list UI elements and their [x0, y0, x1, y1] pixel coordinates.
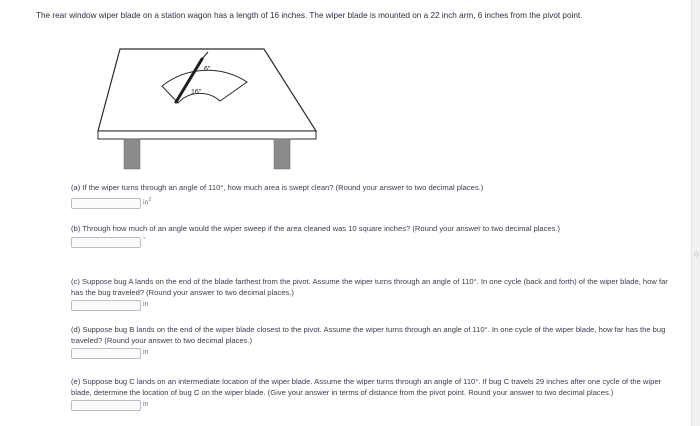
window-sill: [98, 131, 316, 139]
left-support: [124, 139, 140, 169]
answer-a-input[interactable]: [71, 198, 141, 209]
label-16-inch: 16": [191, 89, 202, 96]
answer-d-input[interactable]: [71, 348, 141, 359]
answer-a-unit: $in^2$: [143, 196, 152, 206]
question-e-text: (e) Suppose bug C lands on an intermediate location of the wiper blade. Assume the wiper turns through an angle of 110°. If bug C travels 29 inches after one cycle of the wiper blade, determine the location of bug C on the wiper blade. (Give your answer in terms of distance from the pivot point. Round your answer to two decimal places.): [71, 377, 662, 397]
question-a-text: (a) If the wiper turns through an angle of 110°, how much area is swept clean? (Round your answer to two decimal places.): [71, 183, 484, 192]
question-e: [71, 377, 671, 411]
answer-c-input[interactable]: [71, 300, 141, 311]
answer-b-input[interactable]: [71, 237, 141, 248]
question-c: [71, 277, 671, 311]
label-6-inch: 6": [204, 66, 211, 73]
problem-statement: The rear window wiper blade on a station wagon has a length of 16 inches. The wiper blade is mounted on a 22 inch arm, 6 inches from the pivot point.: [36, 11, 583, 20]
answer-c-unit: in: [143, 300, 149, 308]
question-a: [71, 183, 671, 209]
scroll-position-icon: ◇: [693, 251, 699, 258]
question-b-text: (b) Through how much of an angle would the wiper sweep if the area cleaned was 10 square inches? (Round your answer to two decimal places.): [71, 224, 561, 233]
question-d-text: (d) Suppose bug B lands on the end of the wiper blade closest to the pivot. Assume the wiper turns through an angle of 110°. In one cycle of the wiper blade, how far has the bug traveled? (Round your answer to two decimal places.): [71, 325, 666, 345]
right-support: [274, 139, 290, 169]
question-b: [71, 224, 671, 248]
page-scrollbar[interactable]: [691, 0, 700, 426]
answer-e-unit: in: [143, 400, 149, 408]
answer-e-input[interactable]: [71, 400, 141, 411]
answer-b-unit: °: [143, 237, 146, 244]
answer-d-unit: in: [143, 348, 149, 356]
wiper-figure: [96, 44, 336, 174]
question-c-text: (c) Suppose bug A lands on the end of the blade farthest from the pivot. Assume the wiper turns through an angle of 110°. In one cycle (back and forth) of the wiper blade, how far has the bug traveled? (Round your answer to two decimal places.): [71, 277, 668, 297]
question-d: [71, 325, 671, 359]
